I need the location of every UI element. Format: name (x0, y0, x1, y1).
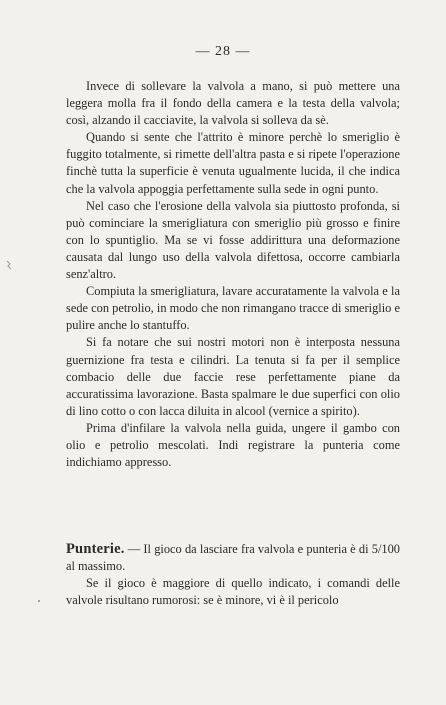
margin-smudge-icon (6, 260, 12, 270)
paragraph: Quando si sente che l'attrito è minore perchè lo smeriglio è fuggito totalmente, si rimette dell'altra pasta e si ripete l'operazione finchè tutta la superficie è venuta ugualmente lucida, il che indica che la valvola appoggia perfettamente sulla sede in ogni punto. (66, 130, 400, 196)
paragraph: Invece di sollevare la valvola a mano, si può mettere una leggera molla fra il fondo della camera e la testa della valvola; così, alzando il cacciavite, la valvola si solleva da sè. (66, 79, 400, 128)
paragraph: Nel caso che l'erosione della valvola sia piuttosto profonda, si può cominciare la smerigliatura con smeriglio più grosso e finire con lo spuntiglio. Ma se vi fosse addirittura una deformazione causata dal lungo uso della valvola difettosa, occorre cambiarla senz'altro. (66, 198, 400, 282)
paragraph: Se il gioco è maggiore di quello indicato, i comandi delle valvole risultano rumorosi: se è minore, vi è il pericolo (66, 576, 400, 608)
section-heading: Punterie. (66, 541, 125, 557)
page-number: — 28 — (195, 44, 251, 59)
section-intro-paragraph (66, 541, 400, 575)
paragraph: Si fa notare che sui nostri motori non è interposta nessuna guernizione fra testa e cilindri. La tenuta si fa per il semplice combacio delle due faccie rese perfettamente piane da accuratissima lavorazione. Basta spalmare le due superfici con olio di lino cotto o con lacca diluita in alcool (vernice a spirito). (66, 335, 400, 418)
paragraph: Compiuta la smerigliatura, lavare accuratamente la valvola e la sede con petrolio, in modo che non rimangano tracce di smeriglio e pulire anche lo stantuffo. (66, 284, 400, 333)
body-text (66, 78, 400, 471)
margin-dot-icon (38, 600, 40, 602)
section-punterie (66, 541, 400, 609)
paragraph: Prima d'infilare la valvola nella guida, ungere il gambo con olio e petrolio mescolati. Indi registrare la punteria come indichiamo appresso. (66, 420, 400, 470)
section-intro: — Il gioco da lasciare fra valvola e punteria è di 5/100 al massimo. (66, 542, 400, 574)
